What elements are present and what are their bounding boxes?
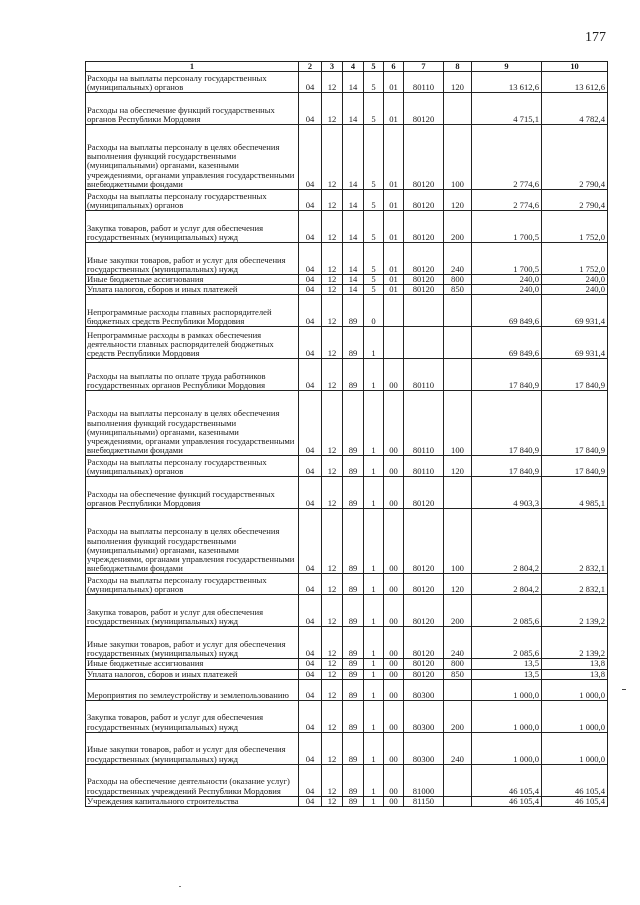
amount-cell-c10: 2 139,2	[542, 627, 608, 659]
code-cell-c7: 80300	[404, 679, 444, 700]
table-row	[86, 211, 608, 243]
code-cell-c6: 00	[384, 679, 404, 700]
code-cell-c2: 04	[299, 595, 322, 627]
code-cell-c7: 80120	[404, 275, 444, 285]
table-row	[86, 295, 608, 327]
code-cell-c4: 89	[343, 509, 364, 574]
amount-cell-c9: 13 612,6	[472, 72, 542, 93]
expense-name-cell: Мероприятия по землеустройству и землепользованию	[86, 679, 299, 700]
code-cell-c7: 80120	[404, 574, 444, 595]
amount-cell-c9: 1 700,5	[472, 211, 542, 243]
code-cell-c3: 12	[322, 659, 343, 669]
code-cell-c4: 89	[343, 327, 364, 359]
code-cell-c5: 5	[364, 285, 384, 295]
table-row	[86, 732, 608, 764]
code-cell-c7: 80110	[404, 391, 444, 456]
code-cell-c5: 1	[364, 679, 384, 700]
table-row	[86, 285, 608, 295]
amount-cell-c10: 2 790,4	[542, 125, 608, 190]
expense-name-cell: Иные закупки товаров, работ и услуг для обеспечения государственных (муниципальных) нужд	[86, 627, 299, 659]
code-cell-c7: 81150	[404, 796, 444, 806]
code-cell-c3: 12	[322, 72, 343, 93]
code-cell-c8: 240	[444, 243, 472, 275]
code-cell-c6: 00	[384, 700, 404, 732]
code-cell-c6: 00	[384, 659, 404, 669]
code-cell-c7: 80120	[404, 190, 444, 211]
code-cell-c4: 14	[343, 190, 364, 211]
expense-name-cell: Закупка товаров, работ и услуг для обеспечения государственных (муниципальных) нужд	[86, 595, 299, 627]
code-cell-c3: 12	[322, 456, 343, 477]
code-cell-c7: 80120	[404, 659, 444, 669]
code-cell-c5: 1	[364, 509, 384, 574]
code-cell-c5: 1	[364, 477, 384, 509]
code-cell-c4: 89	[343, 732, 364, 764]
amount-cell-c10: 1 000,0	[542, 732, 608, 764]
code-cell-c4: 89	[343, 764, 364, 796]
code-cell-c8	[444, 93, 472, 125]
amount-cell-c9: 4 715,1	[472, 93, 542, 125]
table-row	[86, 509, 608, 574]
expense-name-cell: Расходы на выплаты персоналу в целях обеспечения выполнения функций государственными (муниципальными) органами, казенными учреждениями, органами управления государственными внебюджетными фондами	[86, 125, 299, 190]
code-cell-c8: 850	[444, 285, 472, 295]
code-cell-c5: 5	[364, 275, 384, 285]
expense-name-cell: Учреждения капитального строительства	[86, 796, 299, 806]
code-cell-c3: 12	[322, 627, 343, 659]
code-cell-c7: 80120	[404, 125, 444, 190]
code-cell-c2: 04	[299, 669, 322, 679]
code-cell-c4: 89	[343, 359, 364, 391]
table-header-row	[86, 62, 608, 72]
code-cell-c7	[404, 327, 444, 359]
code-cell-c8: 200	[444, 595, 472, 627]
column-header: 7	[404, 62, 444, 72]
code-cell-c5: 5	[364, 243, 384, 275]
amount-cell-c9: 17 840,9	[472, 359, 542, 391]
code-cell-c3: 12	[322, 764, 343, 796]
column-header: 4	[343, 62, 364, 72]
table-row	[86, 679, 608, 700]
expense-name-cell: Иные бюджетные ассигнования	[86, 659, 299, 669]
margin-mark	[622, 689, 626, 690]
amount-cell-c9: 1 000,0	[472, 700, 542, 732]
code-cell-c3: 12	[322, 359, 343, 391]
code-cell-c3: 12	[322, 595, 343, 627]
code-cell-c4: 14	[343, 211, 364, 243]
code-cell-c6: 01	[384, 72, 404, 93]
code-cell-c6: 00	[384, 477, 404, 509]
code-cell-c4: 89	[343, 796, 364, 806]
code-cell-c5: 1	[364, 574, 384, 595]
code-cell-c6: 00	[384, 796, 404, 806]
amount-cell-c10: 4 782,4	[542, 93, 608, 125]
table-row	[86, 125, 608, 190]
amount-cell-c9: 2 085,6	[472, 627, 542, 659]
code-cell-c2: 04	[299, 275, 322, 285]
amount-cell-c10: 1 752,0	[542, 243, 608, 275]
code-cell-c8: 120	[444, 190, 472, 211]
code-cell-c6: 01	[384, 275, 404, 285]
code-cell-c2: 04	[299, 243, 322, 275]
amount-cell-c9: 1 000,0	[472, 732, 542, 764]
amount-cell-c9: 17 840,9	[472, 456, 542, 477]
code-cell-c8: 200	[444, 211, 472, 243]
column-header: 5	[364, 62, 384, 72]
code-cell-c8: 800	[444, 659, 472, 669]
code-cell-c7: 80110	[404, 72, 444, 93]
expense-name-cell: Расходы на выплаты персоналу государственных (муниципальных) органов	[86, 72, 299, 93]
code-cell-c4: 14	[343, 275, 364, 285]
code-cell-c5: 1	[364, 669, 384, 679]
code-cell-c3: 12	[322, 275, 343, 285]
code-cell-c3: 12	[322, 125, 343, 190]
amount-cell-c9: 2 774,6	[472, 125, 542, 190]
code-cell-c8: 120	[444, 456, 472, 477]
code-cell-c5: 1	[364, 732, 384, 764]
code-cell-c5: 5	[364, 93, 384, 125]
code-cell-c5: 0	[364, 295, 384, 327]
code-cell-c8: 100	[444, 125, 472, 190]
expense-name-cell: Уплата налогов, сборов и иных платежей	[86, 285, 299, 295]
code-cell-c7: 80120	[404, 669, 444, 679]
code-cell-c5: 5	[364, 125, 384, 190]
code-cell-c7: 80120	[404, 285, 444, 295]
expense-name-cell: Непрограммные расходы в рамках обеспечения деятельности главных распорядителей бюджетных средств Республики Мордовия	[86, 327, 299, 359]
scan-dot	[179, 886, 181, 887]
code-cell-c7: 80120	[404, 243, 444, 275]
amount-cell-c9: 69 849,6	[472, 295, 542, 327]
code-cell-c7: 80120	[404, 477, 444, 509]
table-row	[86, 595, 608, 627]
code-cell-c4: 89	[343, 295, 364, 327]
code-cell-c6: 00	[384, 359, 404, 391]
code-cell-c5: 1	[364, 796, 384, 806]
code-cell-c4: 89	[343, 391, 364, 456]
code-cell-c4: 89	[343, 456, 364, 477]
code-cell-c2: 04	[299, 509, 322, 574]
amount-cell-c10: 46 105,4	[542, 796, 608, 806]
code-cell-c8: 800	[444, 275, 472, 285]
amount-cell-c9: 2 085,6	[472, 595, 542, 627]
amount-cell-c9: 2 804,2	[472, 574, 542, 595]
code-cell-c3: 12	[322, 190, 343, 211]
code-cell-c8	[444, 327, 472, 359]
code-cell-c2: 04	[299, 477, 322, 509]
amount-cell-c9: 2 774,6	[472, 190, 542, 211]
code-cell-c2: 04	[299, 700, 322, 732]
code-cell-c3: 12	[322, 211, 343, 243]
page-number: 177	[585, 30, 606, 45]
amount-cell-c10: 69 931,4	[542, 295, 608, 327]
code-cell-c2: 04	[299, 211, 322, 243]
amount-cell-c9: 13,5	[472, 659, 542, 669]
code-cell-c8: 850	[444, 669, 472, 679]
table-row	[86, 275, 608, 285]
code-cell-c7: 80120	[404, 595, 444, 627]
code-cell-c4: 89	[343, 574, 364, 595]
expense-name-cell: Расходы на выплаты персоналу государственных (муниципальных) органов	[86, 190, 299, 211]
code-cell-c2: 04	[299, 679, 322, 700]
code-cell-c4: 14	[343, 285, 364, 295]
expense-name-cell: Расходы на выплаты персоналу государственных (муниципальных) органов	[86, 456, 299, 477]
code-cell-c7: 80300	[404, 700, 444, 732]
amount-cell-c10: 13 612,6	[542, 72, 608, 93]
expense-name-cell: Иные закупки товаров, работ и услуг для обеспечения государственных (муниципальных) нужд	[86, 243, 299, 275]
code-cell-c2: 04	[299, 72, 322, 93]
amount-cell-c10: 2 790,4	[542, 190, 608, 211]
expense-name-cell: Непрограммные расходы главных распорядителей бюджетных средств Республики Мордовия	[86, 295, 299, 327]
code-cell-c3: 12	[322, 732, 343, 764]
table-row	[86, 93, 608, 125]
code-cell-c2: 04	[299, 391, 322, 456]
code-cell-c3: 12	[322, 700, 343, 732]
code-cell-c6	[384, 295, 404, 327]
table-body	[86, 72, 608, 807]
code-cell-c5: 1	[364, 595, 384, 627]
code-cell-c3: 12	[322, 93, 343, 125]
amount-cell-c10: 2 832,1	[542, 574, 608, 595]
code-cell-c4: 89	[343, 700, 364, 732]
table-row	[86, 700, 608, 732]
table-row	[86, 359, 608, 391]
code-cell-c3: 12	[322, 243, 343, 275]
code-cell-c3: 12	[322, 796, 343, 806]
code-cell-c5: 5	[364, 72, 384, 93]
code-cell-c7: 81000	[404, 764, 444, 796]
code-cell-c6: 01	[384, 125, 404, 190]
code-cell-c4: 14	[343, 93, 364, 125]
code-cell-c2: 04	[299, 359, 322, 391]
amount-cell-c10: 4 985,1	[542, 477, 608, 509]
code-cell-c8	[444, 359, 472, 391]
expense-name-cell: Расходы на обеспечение деятельности (оказание услуг) государственных учреждений Республики Мордовия	[86, 764, 299, 796]
amount-cell-c10: 1 752,0	[542, 211, 608, 243]
code-cell-c8	[444, 679, 472, 700]
expense-name-cell: Расходы на выплаты персоналу в целях обеспечения выполнения функций государственными (муниципальными) органами, казенными учреждениями, органами управления государственными внебюджетными фондами	[86, 391, 299, 456]
code-cell-c7: 80120	[404, 93, 444, 125]
code-cell-c2: 04	[299, 574, 322, 595]
amount-cell-c9: 46 105,4	[472, 764, 542, 796]
expense-name-cell: Расходы на выплаты персоналу в целях обеспечения выполнения функций государственными (муниципальными) органами, казенными учреждениями, органами управления государственными внебюджетными фондами	[86, 509, 299, 574]
code-cell-c2: 04	[299, 125, 322, 190]
amount-cell-c9: 1 000,0	[472, 679, 542, 700]
table-row	[86, 391, 608, 456]
amount-cell-c10: 17 840,9	[542, 359, 608, 391]
code-cell-c4: 89	[343, 477, 364, 509]
code-cell-c7	[404, 295, 444, 327]
code-cell-c6: 00	[384, 574, 404, 595]
code-cell-c2: 04	[299, 456, 322, 477]
amount-cell-c9: 2 804,2	[472, 509, 542, 574]
code-cell-c8: 200	[444, 700, 472, 732]
code-cell-c4: 89	[343, 669, 364, 679]
amount-cell-c9: 240,0	[472, 275, 542, 285]
code-cell-c5: 1	[364, 659, 384, 669]
table-row	[86, 72, 608, 93]
code-cell-c8	[444, 477, 472, 509]
code-cell-c6	[384, 327, 404, 359]
code-cell-c7: 80300	[404, 732, 444, 764]
code-cell-c4: 14	[343, 72, 364, 93]
table-row	[86, 243, 608, 275]
code-cell-c6: 00	[384, 669, 404, 679]
code-cell-c3: 12	[322, 285, 343, 295]
code-cell-c3: 12	[322, 679, 343, 700]
code-cell-c2: 04	[299, 627, 322, 659]
column-header: 8	[444, 62, 472, 72]
code-cell-c3: 12	[322, 477, 343, 509]
code-cell-c5: 1	[364, 764, 384, 796]
amount-cell-c10: 13,8	[542, 669, 608, 679]
column-header: 2	[299, 62, 322, 72]
code-cell-c2: 04	[299, 327, 322, 359]
code-cell-c8: 120	[444, 574, 472, 595]
code-cell-c6: 01	[384, 243, 404, 275]
code-cell-c3: 12	[322, 509, 343, 574]
code-cell-c6: 00	[384, 764, 404, 796]
expense-name-cell: Закупка товаров, работ и услуг для обеспечения государственных (муниципальных) нужд	[86, 700, 299, 732]
table-row	[86, 456, 608, 477]
code-cell-c8	[444, 796, 472, 806]
amount-cell-c10: 46 105,4	[542, 764, 608, 796]
amount-cell-c10: 1 000,0	[542, 679, 608, 700]
amount-cell-c10: 17 840,9	[542, 391, 608, 456]
code-cell-c2: 04	[299, 764, 322, 796]
expense-name-cell: Расходы на выплаты персоналу государственных (муниципальных) органов	[86, 574, 299, 595]
expense-name-cell: Иные бюджетные ассигнования	[86, 275, 299, 285]
expense-name-cell: Закупка товаров, работ и услуг для обеспечения государственных (муниципальных) нужд	[86, 211, 299, 243]
amount-cell-c9: 69 849,6	[472, 327, 542, 359]
column-header: 3	[322, 62, 343, 72]
expense-name-cell: Расходы на обеспечение функций государственных органов Республики Мордовия	[86, 93, 299, 125]
code-cell-c4: 89	[343, 659, 364, 669]
amount-cell-c9: 4 903,3	[472, 477, 542, 509]
code-cell-c6: 01	[384, 285, 404, 295]
code-cell-c3: 12	[322, 295, 343, 327]
amount-cell-c10: 2 139,2	[542, 595, 608, 627]
code-cell-c2: 04	[299, 659, 322, 669]
code-cell-c2: 04	[299, 295, 322, 327]
code-cell-c6: 00	[384, 595, 404, 627]
code-cell-c6: 01	[384, 93, 404, 125]
code-cell-c3: 12	[322, 327, 343, 359]
budget-table	[85, 61, 608, 807]
code-cell-c8	[444, 764, 472, 796]
code-cell-c3: 12	[322, 669, 343, 679]
code-cell-c5: 1	[364, 327, 384, 359]
column-header: 6	[384, 62, 404, 72]
code-cell-c5: 1	[364, 456, 384, 477]
code-cell-c4: 89	[343, 627, 364, 659]
table-row	[86, 477, 608, 509]
amount-cell-c9: 17 840,9	[472, 391, 542, 456]
amount-cell-c10: 17 840,9	[542, 456, 608, 477]
amount-cell-c10: 13,8	[542, 659, 608, 669]
code-cell-c6: 01	[384, 190, 404, 211]
amount-cell-c9: 1 700,5	[472, 243, 542, 275]
column-header: 1	[86, 62, 299, 72]
code-cell-c4: 14	[343, 243, 364, 275]
code-cell-c5: 1	[364, 627, 384, 659]
code-cell-c8: 100	[444, 391, 472, 456]
code-cell-c8: 240	[444, 627, 472, 659]
code-cell-c2: 04	[299, 285, 322, 295]
code-cell-c5: 1	[364, 359, 384, 391]
table-row	[86, 764, 608, 796]
code-cell-c5: 5	[364, 190, 384, 211]
table-row	[86, 669, 608, 679]
code-cell-c2: 04	[299, 190, 322, 211]
column-header: 10	[542, 62, 608, 72]
table-row	[86, 627, 608, 659]
amount-cell-c10: 240,0	[542, 285, 608, 295]
amount-cell-c9: 240,0	[472, 285, 542, 295]
code-cell-c6: 00	[384, 732, 404, 764]
table-row	[86, 574, 608, 595]
code-cell-c8: 240	[444, 732, 472, 764]
amount-cell-c10: 69 931,4	[542, 327, 608, 359]
code-cell-c5: 1	[364, 700, 384, 732]
code-cell-c6: 00	[384, 456, 404, 477]
table-row	[86, 796, 608, 806]
code-cell-c6: 01	[384, 211, 404, 243]
code-cell-c6: 00	[384, 627, 404, 659]
code-cell-c2: 04	[299, 93, 322, 125]
code-cell-c2: 04	[299, 732, 322, 764]
column-header: 9	[472, 62, 542, 72]
code-cell-c8: 100	[444, 509, 472, 574]
code-cell-c3: 12	[322, 391, 343, 456]
expense-name-cell: Расходы на обеспечение функций государственных органов Республики Мордовия	[86, 477, 299, 509]
code-cell-c7: 80110	[404, 456, 444, 477]
table-row	[86, 327, 608, 359]
code-cell-c8	[444, 295, 472, 327]
code-cell-c7: 80120	[404, 211, 444, 243]
code-cell-c6: 00	[384, 509, 404, 574]
code-cell-c8: 120	[444, 72, 472, 93]
amount-cell-c9: 13,5	[472, 669, 542, 679]
code-cell-c4: 89	[343, 679, 364, 700]
expense-name-cell: Иные закупки товаров, работ и услуг для обеспечения государственных (муниципальных) нужд	[86, 732, 299, 764]
code-cell-c5: 1	[364, 391, 384, 456]
code-cell-c4: 89	[343, 595, 364, 627]
table-row	[86, 659, 608, 669]
code-cell-c7: 80120	[404, 627, 444, 659]
expense-name-cell: Уплата налогов, сборов и иных платежей	[86, 669, 299, 679]
amount-cell-c10: 240,0	[542, 275, 608, 285]
amount-cell-c10: 1 000,0	[542, 700, 608, 732]
amount-cell-c9: 46 105,4	[472, 796, 542, 806]
code-cell-c3: 12	[322, 574, 343, 595]
table-row	[86, 190, 608, 211]
amount-cell-c10: 2 832,1	[542, 509, 608, 574]
code-cell-c2: 04	[299, 796, 322, 806]
code-cell-c7: 80120	[404, 509, 444, 574]
code-cell-c5: 5	[364, 211, 384, 243]
code-cell-c7: 80110	[404, 359, 444, 391]
expense-name-cell: Расходы на выплаты по оплате труда работников государственных органов Республики Мордовия	[86, 359, 299, 391]
code-cell-c6: 00	[384, 391, 404, 456]
code-cell-c4: 14	[343, 125, 364, 190]
